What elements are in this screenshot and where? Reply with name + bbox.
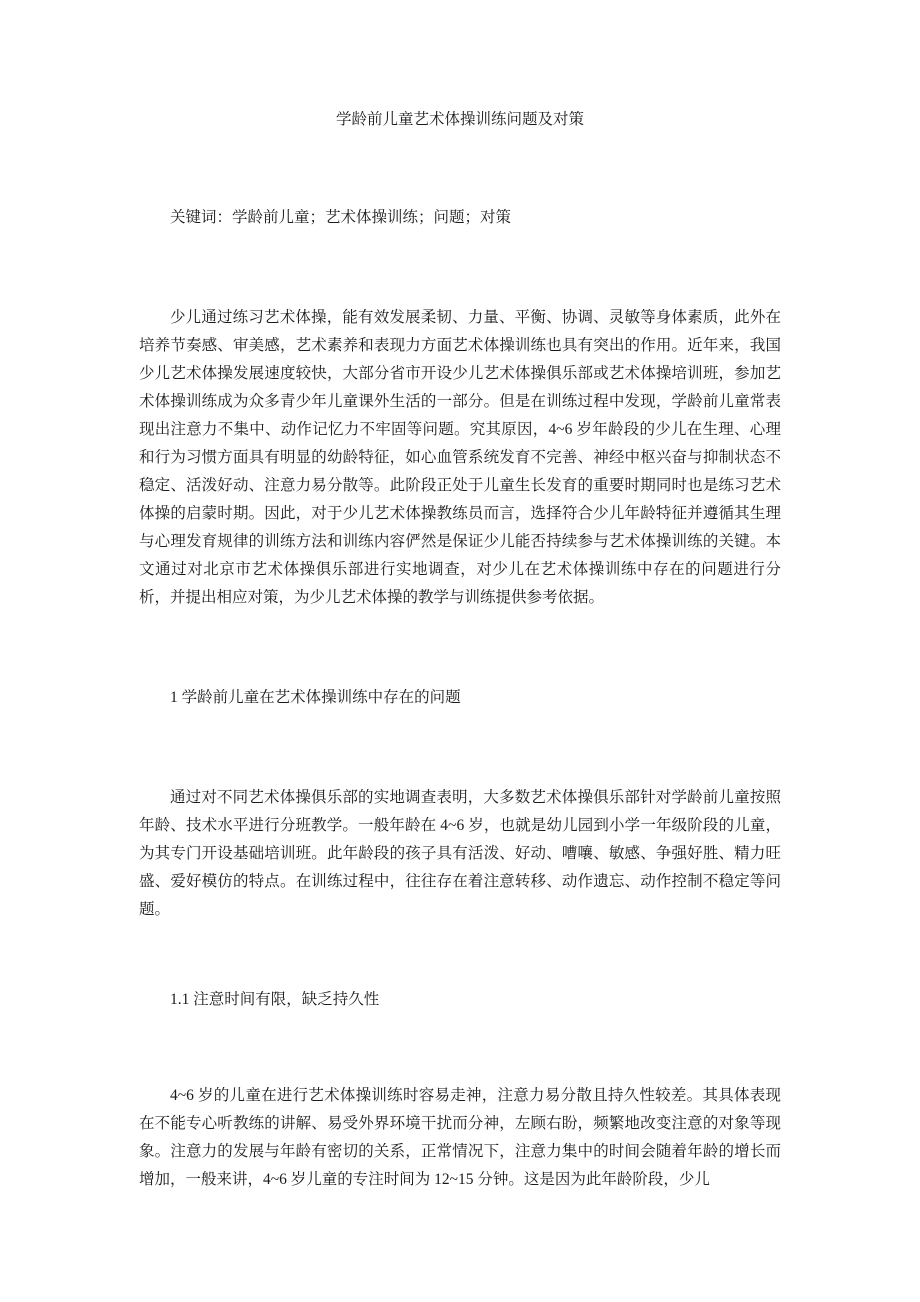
section-1-1-paragraph: 4~6 岁的儿童在进行艺术体操训练时容易走神，注意力易分散且持久性较差。其具体表现在不能专心听教练的讲解、易受外界环境干扰而分神，左顾右盼，频繁地改变注意的对象等现象。注意力的发展与年龄有密切的关系，正常情况下，注意力集中的时间会随着年龄的增长而增加，一般来讲，4~6 岁儿童的专注时间为 12~15 分钟。这是因为此年龄阶段，少儿 (139, 1087, 781, 1188)
section-1-paragraph: 通过对不同艺术体操俱乐部的实地调查表明，大多数艺术体操俱乐部针对学龄前儿童按照年龄、技术水平进行分班教学。一般年龄在 4~6 岁，也就是幼儿园到小学一年级阶段的儿童，为其专门开设基础培训班。此年龄段的孩子具有活泼、好动、嘈嚷、敏感、争强好胜、精力旺盛、爱好模仿的特点。在训练过程中，往往存在着注意转移、动作遗忘、动作控制不稳定等问题。 (139, 789, 781, 918)
intro-paragraph: 少儿通过练习艺术体操，能有效发展柔韧、力量、平衡、协调、灵敏等身体素质，此外在培养节奏感、审美感，艺术素养和表现力方面艺术体操训练也具有突出的作用。近年来，我国少儿艺术体操发展速度较快，大部分省市开设少儿艺术体操俱乐部或艺术体操培训班，参加艺术体操训练成为众多青少年儿童课外生活的一部分。但是在训练过程中发现，学龄前儿童常表现出注意力不集中、动作记忆力不牢固等问题。究其原因，4~6 岁年龄段的少儿在生理、心理和行为习惯方面具有明显的幼龄特征，如心血管系统发育不完善、神经中枢兴奋与抑制状态不稳定、活泼好动、注意力易分散等。此阶段正处于儿童生长发育的重要时期同时也是练习艺术体操的启蒙时期。因此，对于少儿艺术体操教练员而言，选择符合少儿年龄特征并遵循其生理与心理发育规律的训练方法和训练内容俨然是保证少儿能否持续参与艺术体操训练的关键。本文通过对北京市艺术体操俱乐部进行实地调查，对少儿在艺术体操训练中存在的问题进行分析，并提出相应对策，为少儿艺术体操的教学与训练提供参考依据。 (139, 309, 781, 606)
document-title: 学龄前儿童艺术体操训练问题及对策 (335, 111, 584, 128)
section-1-heading: 1 学龄前儿童在艺术体操训练中存在的问题 (170, 689, 461, 706)
section-1-1-heading: 1.1 注意时间有限，缺乏持久性 (170, 991, 380, 1008)
keywords-line: 关键词：学龄前儿童；艺术体操训练；问题；对策 (170, 209, 512, 226)
